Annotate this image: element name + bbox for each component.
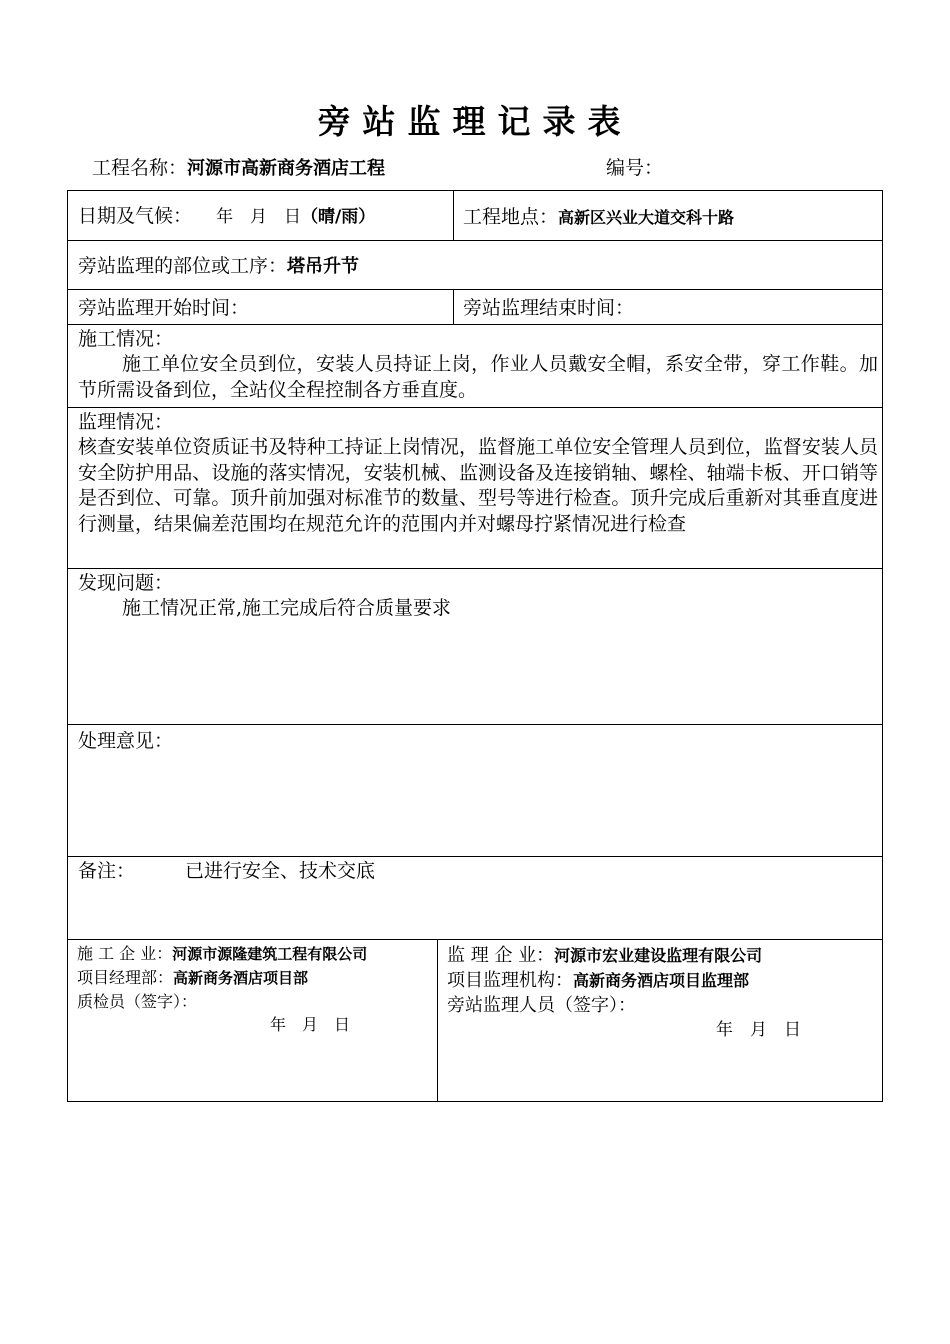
row-divider bbox=[68, 568, 882, 569]
supervised-part-label: 旁站监理的部位或工序： bbox=[78, 255, 288, 277]
location-cell bbox=[463, 205, 734, 230]
contractor-block bbox=[77, 942, 432, 1036]
row-divider bbox=[68, 289, 882, 290]
document-title: 旁站监理记录表 bbox=[317, 102, 633, 141]
contractor-company-label: 施 工 企 业： bbox=[77, 944, 173, 963]
location-label: 工程地点： bbox=[463, 206, 559, 228]
column-divider bbox=[453, 191, 454, 240]
contractor-qc-label: 质检员（签字）： bbox=[77, 992, 198, 1011]
row-divider bbox=[68, 407, 882, 408]
weather-value: （晴/雨） bbox=[301, 207, 376, 227]
supervisor-org-label: 项目监理机构： bbox=[447, 970, 573, 991]
record-table bbox=[67, 190, 883, 1102]
remarks-label: 备注： bbox=[78, 860, 136, 882]
contractor-pm-label: 项目经理部： bbox=[77, 968, 174, 987]
project-name-value: 河源市高新商务酒店工程 bbox=[187, 158, 386, 179]
project-name-field bbox=[92, 154, 385, 183]
supervisor-block bbox=[447, 943, 877, 1043]
row-divider bbox=[68, 939, 882, 940]
supervised-part-cell bbox=[78, 254, 359, 279]
supervision-text: 核查安装单位资质证书及特种工持证上岗情况，监督施工单位安全管理人员到位，监督安装人员安全防护用品、设施的落实情况，安装机械、监测设备及连接销轴、螺栓、轴端卡板、开口销等是否到位、可靠。顶升前加强对标准节的数量、型号等进行检查。顶升完成后重新对其垂直度进行测量，结果偏差范围均在规范允许的范围内并对螺母拧紧情况进行检查 bbox=[78, 436, 878, 535]
issues-text: 施工情况正常,施工完成后符合质量要求 bbox=[122, 597, 452, 619]
supervisor-staff-label: 旁站监理人员（签字）： bbox=[447, 995, 636, 1016]
contractor-pm-row bbox=[77, 966, 432, 990]
supervisor-date: 年 月 日 bbox=[716, 1020, 801, 1040]
document-number-label: 编号： bbox=[606, 157, 664, 179]
date-weather-label: 日期及气候： bbox=[78, 205, 193, 227]
start-time-label: 旁站监理开始时间： bbox=[78, 297, 250, 319]
remarks-text: 已进行安全、技术交底 bbox=[185, 860, 376, 882]
row-divider bbox=[68, 724, 882, 725]
column-divider bbox=[437, 939, 438, 1102]
end-time-label: 旁站监理结束时间： bbox=[463, 297, 635, 319]
handling-label: 处理意见： bbox=[78, 730, 174, 752]
row-divider bbox=[68, 240, 882, 241]
supervision-label: 监理情况： bbox=[78, 411, 174, 433]
row-divider bbox=[68, 856, 882, 857]
row-divider bbox=[68, 324, 882, 325]
construction-label: 施工情况： bbox=[78, 328, 174, 350]
location-value: 高新区兴业大道交科十路 bbox=[558, 208, 735, 227]
contractor-pm-value: 高新商务酒店项目部 bbox=[173, 969, 309, 987]
date-weather-cell bbox=[78, 204, 375, 230]
contractor-company-value: 河源市源隆建筑工程有限公司 bbox=[172, 945, 368, 963]
supervisor-org-value: 高新商务酒店项目监理部 bbox=[573, 971, 750, 990]
project-name-label: 工程名称： bbox=[92, 157, 188, 179]
supervisor-company-value: 河源市宏业建设监理有限公司 bbox=[554, 946, 763, 965]
supervisor-org-row bbox=[447, 968, 877, 993]
contractor-date: 年 月 日 bbox=[270, 1015, 351, 1034]
date-blank: 年 月 日 bbox=[216, 207, 302, 227]
supervisor-company-row bbox=[447, 943, 877, 968]
document-header bbox=[92, 154, 892, 182]
supervised-part-value: 塔吊升节 bbox=[287, 256, 360, 277]
construction-text: 施工单位安全员到位，安装人员持证上岗，作业人员戴安全帽，系安全带，穿工作鞋。加节所需设备到位，全站仪全程控制各方垂直度。 bbox=[78, 353, 878, 401]
supervisor-company-label: 监 理 企 业： bbox=[447, 945, 555, 966]
contractor-company-row bbox=[77, 942, 432, 966]
issues-label: 发现问题： bbox=[78, 572, 174, 594]
column-divider bbox=[453, 289, 454, 324]
